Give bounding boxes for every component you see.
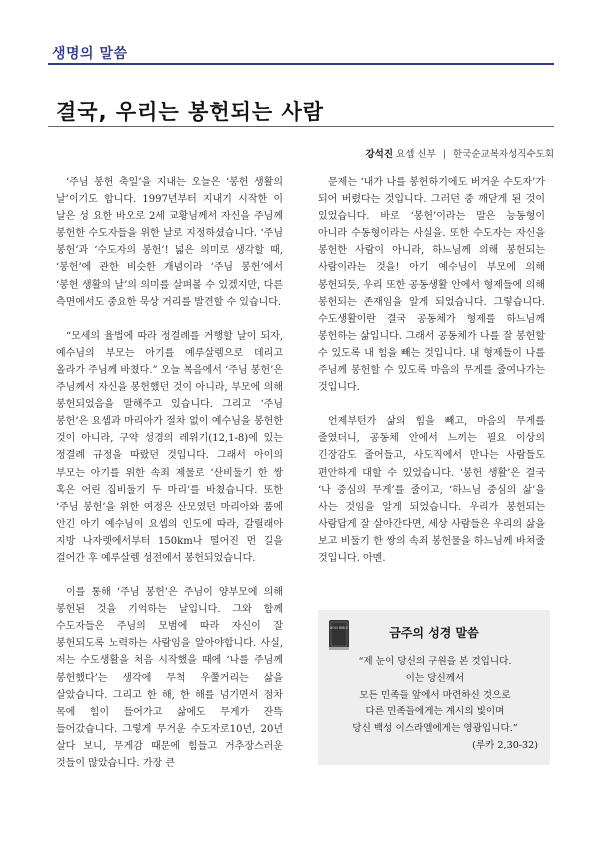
paragraph: 언제부턴가 삶의 힘을 빼고, 마음의 무게를 줄였더니, 공동체 안에서 느끼는 필요 이상의 긴장감도 줄어들고, 사도직에서 만나는 사람들도 편안하게 대할 수 있었습니다. ‘봉헌 생활’은 결국 ‘나 중심의 무게’를 줄이고, ‘하느님 중심의 삶’을 사는 것임을 알게 되었습니다. 우리가 봉헌되는 사람답게 잘 살아간다면, 세상 사람들은 우리의 삶을 보고 비둘기 한 쌍의 속죄 봉헌물을 하느님께 바쳐줄 것입니다. 아멘. — [318, 416, 545, 564]
left-column — [56, 174, 283, 772]
paragraph: “모세의 율법에 따라 정결례를 거행할 날이 되자, 예수님의 부모는 아기를 예루살렘으로 데리고 올라가 주님께 바쳤다.” 오늘 복음에서 ‘주님 봉헌’은 주님께서 자신을 봉헌했던 것이 아니라, 부모에 의해 봉헌되었음을 말해주고 있습니다. 그리고 ‘주님 봉헌’은 요셉과 마리아가 절차 없이 예수님을 봉헌한 것이 아니라, 구약 성경의 레위기(12,1-8)에 있는 정결례 규정을 따랐던 것입니다. 그래서 아이의 부모는 아기를 위한 속죄 제물로 ‘산비둘기 한 쌍 혹은 어린 집비둘기 두 마리’를 바쳤습니다. 또한 ‘주님 봉헌’을 위한 여정은 산모였던 마리아와 품에 안긴 아기 예수님이 요셉의 인도에 따라, 갈릴래아 지방 나자렛에서부터 150km나 떨어진 먼 길을 걸어간 후 예루살렘 성전에서 봉헌되었습니다. — [56, 330, 283, 564]
author-separator: | — [442, 149, 447, 160]
verse-line: 당신 백성 이스라엘에게는 영광입니다.” — [352, 723, 518, 735]
author-role: 요셉 신부 — [396, 149, 436, 160]
article-title: 결국, 우리는 봉헌되는 사람 — [56, 100, 325, 124]
author-line — [365, 146, 554, 160]
paragraph: 이를 통해 ‘주님 봉헌’은 주님이 양부모에 의해 봉헌된 것을 기억하는 날입니다. 그와 함께 수도자들은 주님의 모범에 따라 자신이 잘 봉헌되도록 노력하는 사람임을 알아야합니다. 사실, 저는 수도생활을 처음 시작했을 때에 ‘나를 주님께 봉헌했다’는 생각에 무척 우쭐거리는 삶을 살았습니다. 그리고 한 해, 한 해를 넘기면서 점차 목에 힘이 들어가고 삶에도 무게가 잔뜩 들어갔습니다. 그렇게 무거운 수도자로10년, 20년 살다 보니, 무게감 때문에 힘들고 거추장스러운 것들이 많았습니다. 가장 큰 — [56, 587, 283, 769]
verse-text — [326, 654, 544, 755]
verse-line: “제 눈이 당신의 구원을 본 것입니다. — [358, 656, 512, 667]
paragraph: 문제는 ‘내가 나를 봉헌하기에도 버거운 수도자’가 되어 버렸다는 것입니다. 그러던 중 깨닫게 된 것이 있었습니다. 바로 ‘봉헌’이라는 말은 능동형이 아니라 수동형이라는 사실을. 또한 수도자는 자신을 봉헌한 사람이 아니라, 하느님께 의해 봉헌되는 사람이라는 것을! 아기 예수님이 부모에 의해 봉헌되듯, 우리 또한 공동생활 안에서 형제들에 의해 봉헌되는 존재임을 알게 되었습니다. 그렇습니다. 수도생활이란 결국 공동체가 형제를 하느님께 봉헌하는 삶입니다. 그래서 공동체가 나를 잘 봉헌할 수 있도록 내 힘을 빼는 것입니다. 내 형제들이 나를 주님께 봉헌할 수 있도록 마음의 무게를 줄여나가는 것입니다. — [318, 177, 545, 394]
verse-line: 다른 민족들에게는 계시의 빛이며 — [365, 706, 505, 718]
header-rule — [48, 63, 554, 65]
verse-reference: (루카 2,30-32) — [472, 739, 538, 751]
section-label: 생명의 말씀 — [52, 46, 128, 62]
author-name: 강석진 — [365, 149, 394, 160]
right-column — [318, 174, 545, 567]
author-org: 한국순교복자성직수도회 — [453, 149, 554, 160]
paragraph: ‘주님 봉헌 축일’을 지내는 오늘은 ‘봉헌 생활의 날’이기도 합니다. 1997년부터 지내기 시작한 이 날은 성 요한 바오로 2세 교황님께서 자신을 주님께 봉헌한 수도자들을 위한 날로 지정하셨습니다. ‘주님 봉헌’과 ‘수도자의 봉헌’! 넓은 의미로 생각할 때, ‘봉헌’에 관한 비슷한 개념이라 ‘주님 봉헌’에서 ‘봉헌 생활의 날’의 의미를 살펴볼 수 있겠지만, 다른 측면에서도 중요한 묵상 거리를 발견할 수 있습니다. — [56, 177, 283, 308]
title-rule — [48, 126, 554, 127]
verse-line: 이는 당신께서 — [405, 672, 465, 684]
verse-line: 모든 민족들 앞에서 마련하신 것으로 — [359, 689, 511, 701]
bible-label: HOLY BIBLE — [329, 626, 349, 630]
verse-title: 금주의 성경 말씀 — [389, 626, 479, 640]
weekly-verse-box — [318, 610, 550, 765]
